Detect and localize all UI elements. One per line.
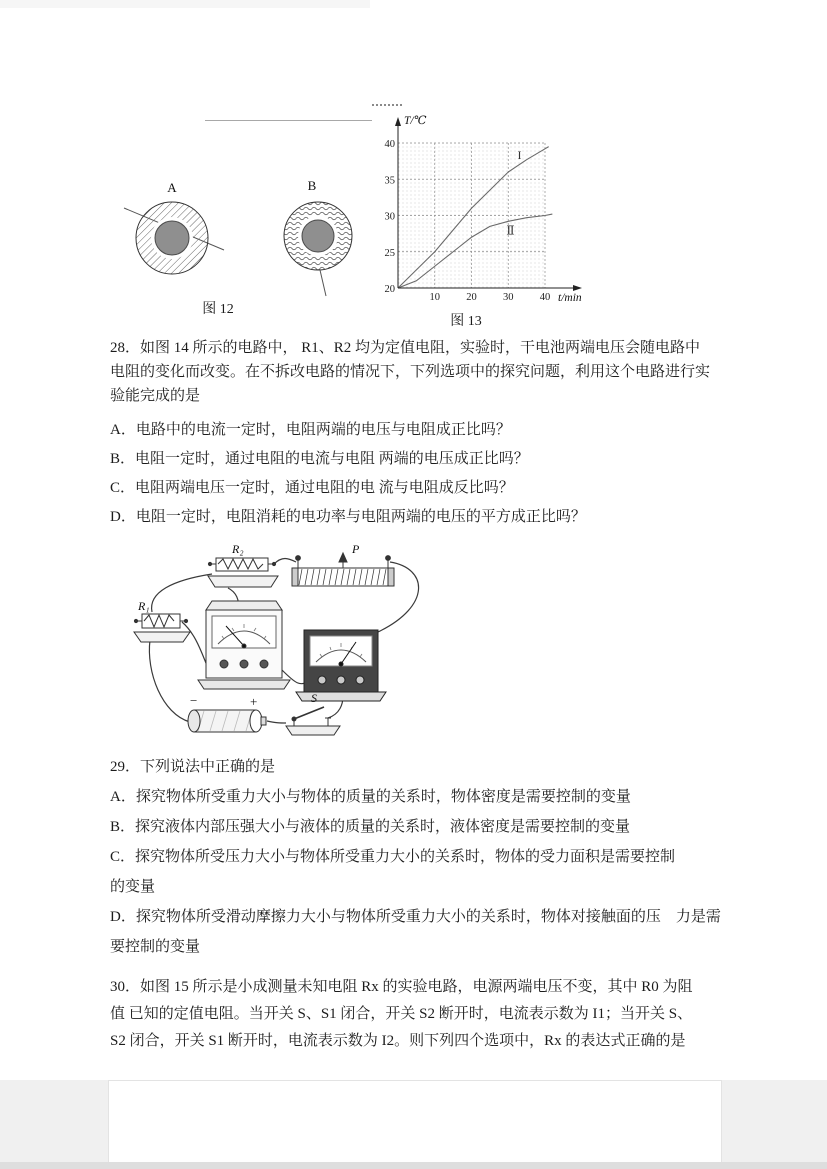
x-axis-arrow <box>573 285 582 291</box>
stem-line: 值 已知的定值电阻。当开关 S、S1 闭合，开关 S2 断开时，电流表示数为 I1；当开关 S、 <box>110 1006 693 1022</box>
option-a: A．探究物体所受重力大小与物体的质量的关系时，物体密度是需要控制的变量 <box>110 789 631 805</box>
x-tick-label: 40 <box>539 292 551 303</box>
switch-s-label: S <box>311 691 317 705</box>
battery <box>188 710 266 732</box>
figure-14-circuit <box>128 542 608 760</box>
footer-box <box>108 1080 722 1169</box>
cropped-figure-edge <box>205 120 372 121</box>
page-edge-artifact <box>0 0 370 8</box>
y-axis-arrow <box>395 117 401 126</box>
option-c: C．探究物体所受压力大小与物体所受重力大小的关系时，物体的受力面积是需要控制 <box>110 849 676 865</box>
question-30 <box>110 974 722 1055</box>
series-label: I <box>517 147 522 162</box>
rheostat-p-label: P <box>352 542 360 556</box>
figure-12-caption: 图 12 <box>202 302 234 317</box>
stem-line: 30．如图 15 所示是小成测量未知电阻 Rx 的实验电路，电源两端电压不变，其中 R0 为阻 <box>110 979 693 995</box>
question-29-stem: 29．下列说法中正确的是 <box>110 759 276 775</box>
battery-plus-label: + <box>250 694 258 709</box>
option-b: B．电阻一定时，通过电阻的电流与电阻 两端的电压成正比吗？ <box>110 451 529 467</box>
option-d: D．探究物体所受滑动摩擦力大小与物体所受重力大小的关系时，物体对接触面的压 力是需 <box>110 909 721 925</box>
question-28 <box>110 336 722 532</box>
stem-line: 电阻的变化而改变。在不拆改电路的情况下，下列选项中的探究问题，利用这个电路进行实 <box>110 364 711 380</box>
y-tick-label: 40 <box>384 139 395 150</box>
y-tick-label: 35 <box>384 175 395 187</box>
option-c-continued: 的变量 <box>110 879 156 895</box>
question-28-options <box>110 416 722 532</box>
footer-edge <box>0 1162 827 1169</box>
voltmeter <box>296 630 386 701</box>
option-d-continued: 要控制的变量 <box>110 939 201 955</box>
resistor-r1-label: R₁ <box>138 599 150 613</box>
switch-s <box>286 707 340 735</box>
cropped-dots <box>372 104 402 106</box>
circle-a-label: A <box>167 180 177 195</box>
y-tick-label: 25 <box>384 247 395 259</box>
x-tick-label: 30 <box>503 292 514 303</box>
circle-b-figure <box>284 178 352 296</box>
x-tick-label: 10 <box>429 292 440 303</box>
y-tick-label: 30 <box>384 211 395 223</box>
option-b: B．探究液体内部压强大小与液体的质量的关系时，液体密度是需要控制的变量 <box>110 819 631 835</box>
circle-b-label: B <box>307 178 317 193</box>
rheostat-p <box>292 553 394 586</box>
resistor-r1 <box>134 614 190 642</box>
resistor-r2-label: R₂ <box>232 542 244 556</box>
x-axis-label: t/min <box>558 292 582 304</box>
option-a: A．电路中的电流一定时，电阻两端的电压与电阻成正比吗？ <box>110 422 511 438</box>
x-tick-label: 20 <box>466 292 477 303</box>
stem-line: 28．如图 14 所示的电路中， R1、R2 均为定值电阻，实验时，干电池两端电压会随电路中 <box>110 340 701 356</box>
stem-line: 验能完成的是 <box>110 388 201 404</box>
battery-minus-label: − <box>190 693 198 708</box>
series-label: Ⅱ <box>506 223 515 238</box>
ammeter <box>198 601 290 689</box>
y-tick-label: 20 <box>384 284 395 295</box>
option-c: C．电阻两端电压一定时，通过电阻的电 流与电阻成反比吗？ <box>110 480 514 496</box>
question-28-stem <box>110 336 722 408</box>
y-axis-label: T/℃ <box>404 115 427 127</box>
circle-a-figure <box>124 180 224 274</box>
stem-line: S2 闭合，开关 S1 断开时，电流表示数为 I2。则下列四个选项中，Rx 的表达式正确的是 <box>110 1033 686 1049</box>
figure-12-circles <box>120 176 370 298</box>
figure-13-caption: 图 13 <box>450 314 482 329</box>
option-d: D．电阻一定时，电阻消耗的电功率与电阻两端的电压的平方成正比吗？ <box>110 509 586 525</box>
temperature-chart <box>370 110 610 310</box>
question-29 <box>110 752 722 962</box>
resistor-r2 <box>208 558 278 587</box>
